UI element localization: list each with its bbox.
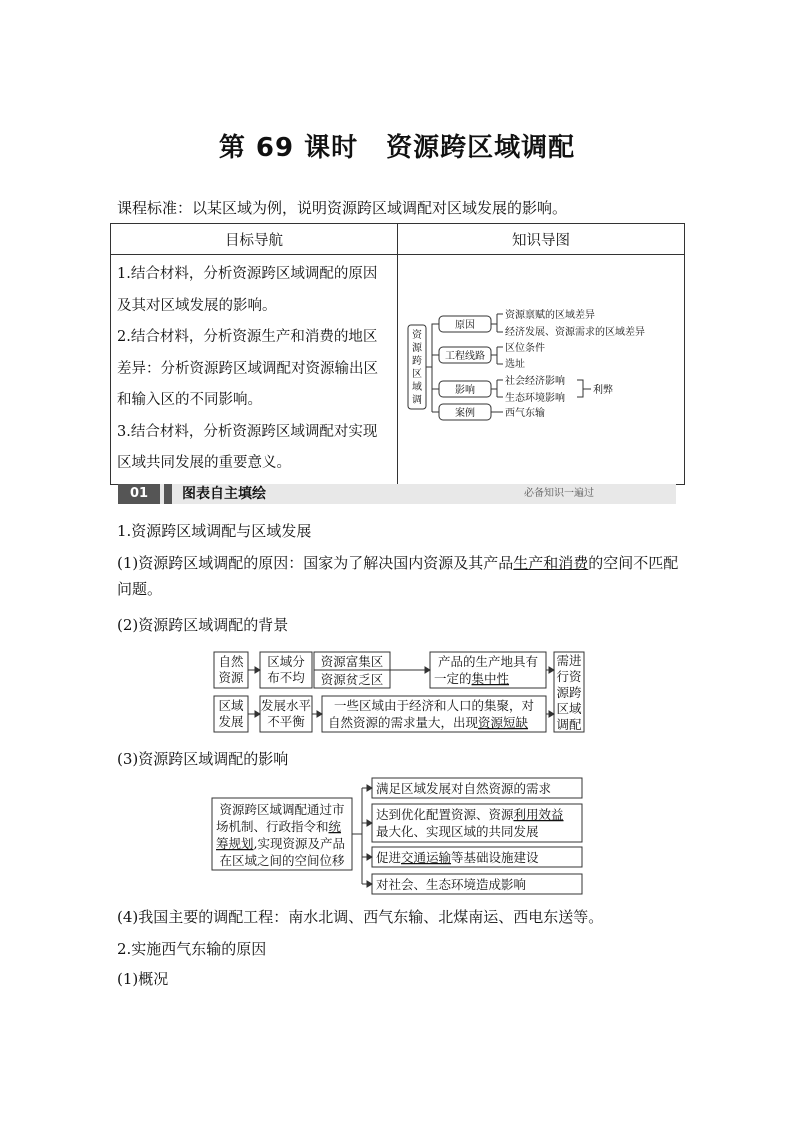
diagram-text: 达到优化配置资源、资源利用效益 [376,807,564,822]
mindmap-leaf: 区位条件 [505,343,545,354]
mindmap-node: 影响 [455,385,475,396]
diagram-text: 场机制、行政指令和统 [216,819,342,834]
mindmap-leaf: 资源禀赋的区域差异 [505,310,595,321]
mindmap-root-char: 调 [412,395,422,406]
flow-node-text: 一定的集中性 [434,671,510,686]
diagram-text: 在区域之间的空间位移 [219,853,345,868]
flow-node-text: 发展水平 [260,698,312,713]
mindmap-node: 工程线路 [445,351,485,362]
paragraph-projects: (4)我国主要的调配工程：南水北调、西气东输、北煤南运、西电东送等。 [117,908,604,926]
diagram-text: 对社会、生态环境造成影响 [376,877,527,892]
flow-node-text: 发展 [218,714,244,729]
flow-node-text: 调配 [556,717,582,732]
mindmap-root-char: 区 [412,369,422,380]
diagram-text: 筹规划,实现资源及产品 [216,836,345,851]
flow-node-text: 不平衡 [267,714,305,729]
mindmap-leaf: 选址 [505,359,525,370]
goals-header: 目标导航 [111,224,398,255]
mindmap-root-char: 域 [412,382,422,393]
text: 的空间不匹配问题。 [117,554,679,598]
objectives-table [110,223,685,485]
mindmap-cell [398,255,685,485]
flow-node-text: 需进 [556,653,582,668]
flow-node-text: 源跨 [556,685,582,700]
section-label: 图表自主填绘 [182,486,266,502]
diagram-text: 促进交通运输等基础设施建设 [376,850,539,865]
flow-node-text: 区域 [556,701,582,716]
mindmap-node: 案例 [455,408,475,419]
flow-node-text: 区域 [218,698,244,713]
mindmap-header: 知识导图 [398,224,685,255]
flow-node-text: 资源富集区 [320,654,384,669]
flow-node-text: 行资 [556,669,582,684]
flow-node-text: 布不均 [267,670,305,685]
paragraph-impact: (3)资源跨区域调配的影响 [117,750,289,768]
background-flowchart [210,648,590,736]
mindmap-leaf: 西气东输 [505,408,545,419]
mindmap-root: 资 [412,330,422,341]
mindmap-leaf: 生态环境影响 [505,393,565,404]
mindmap-root-char: 源 [412,343,422,354]
mindmap-root-char: 跨 [412,356,422,367]
flow-node-text: 区域分 [267,654,305,669]
paragraph-background: (2)资源跨区域调配的背景 [117,616,289,634]
diagram-text: 最大化、实现区域的共同发展 [376,824,539,839]
diagram-text: 满足区域发展对自然资源的需求 [376,781,552,796]
answer-underline: 生产和消费 [513,554,589,572]
paragraph-reason [117,550,687,602]
text: (1)资源跨区域调配的原因：国家为了解决国内资源及其产品 [117,554,514,572]
mindmap-node: 原因 [455,320,475,331]
section-number: 01 [118,484,160,504]
goal-item: 2.结合材料，分析资源生产和消费的地区差异：分析资源跨区域调配对资源输出区和输入区的不同影响。 [117,329,378,408]
mindmap-leaf: 社会经济影响 [505,376,565,387]
knowledge-mindmap [399,256,683,466]
section-bar [118,484,676,504]
section-subtitle: 必备知识一遍过 [524,488,594,499]
flow-node-text: 一些区域由于经济和人口的集聚，对 [333,698,535,713]
flow-node-text: 自然 [218,654,244,669]
flow-node-text: 自然资源的需求量大，出现资源短缺 [328,715,529,730]
section-heading-2: 2.实施西气东输的原因 [117,940,267,958]
curriculum-standard: 课程标准：以某区域为例，说明资源跨区域调配对区域发展的影响。 [117,199,568,217]
mindmap-extra: 利弊 [593,385,613,396]
goal-item: 3.结合材料，分析资源跨区域调配对实现区域共同发展的重要意义。 [117,423,378,471]
mindmap-leaf: 经济发展、资源需求的区域差异 [505,327,645,338]
page-title: 第 69 课时 资源跨区域调配 [218,133,576,163]
goal-item: 1.结合材料，分析资源跨区域调配的原因及其对区域发展的影响。 [117,266,378,314]
paragraph-overview: (1)概况 [117,970,169,988]
flow-node-text: 资源 [218,670,244,685]
section-divider [164,484,172,504]
flow-node-text: 资源贫乏区 [320,672,384,687]
diagram-text: 资源跨区域调配通过市 [219,802,345,817]
section-heading-1: 1.资源跨区域调配与区域发展 [117,522,312,540]
goals-cell [111,255,398,485]
flow-node-text: 产品的生产地具有 [437,654,539,669]
impact-diagram [210,776,586,898]
